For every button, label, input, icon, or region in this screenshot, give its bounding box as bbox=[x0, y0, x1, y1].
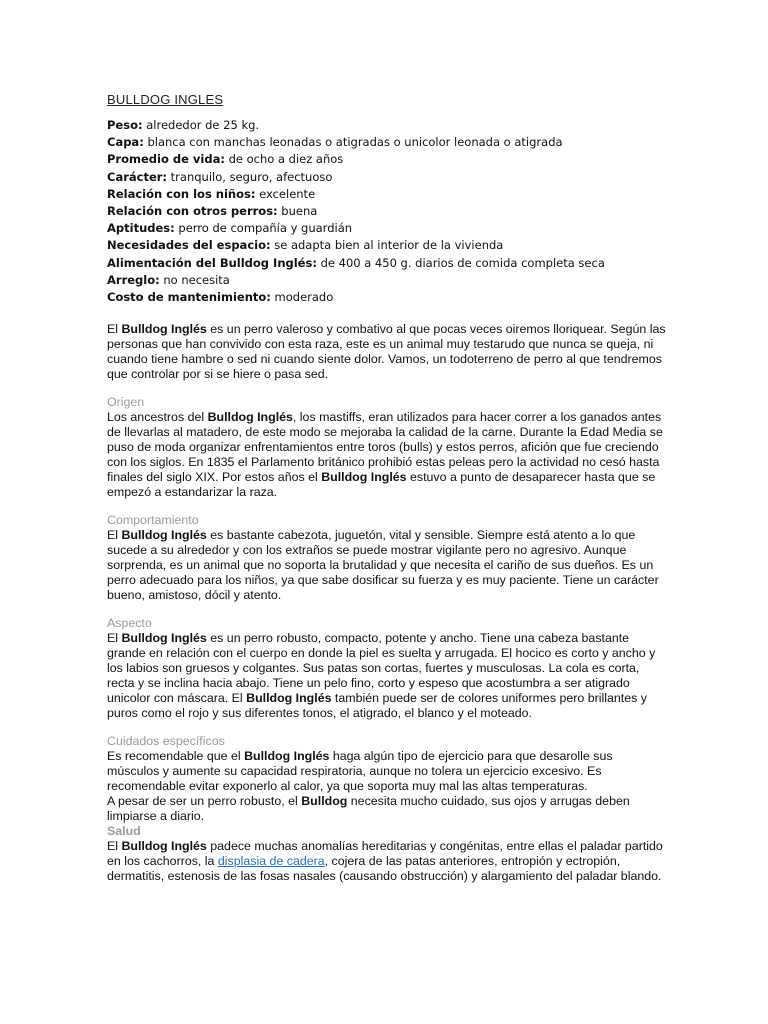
spec-label: Aptitudes: bbox=[107, 221, 175, 236]
spec-value: de ocho a diez años bbox=[224, 152, 344, 167]
salud-paragraph bbox=[107, 839, 667, 884]
spec-value: buena bbox=[277, 204, 318, 219]
comportamiento-text: El bbox=[107, 528, 122, 542]
spec-label: Carácter: bbox=[107, 169, 168, 184]
spec-label: Peso: bbox=[107, 118, 143, 132]
salud-text: El bbox=[107, 839, 122, 853]
aspecto-text: es un perro robusto, compacto, potente y ancho. Tiene una cabeza bastante grande en relación con el cuerpo en donde la piel es suelta y arrugada. El hocico es corto y ancho y los labios son gruesos y colgantes. Sus patas son cortas, fuertes y musculosas. La cola es corta, recta y se inclina hacia abajo. Tiene un pelo fino, corto y espeso que acostumbra a ser atigrado unicolor con máscara. El bbox=[107, 631, 656, 705]
section-heading: Origen bbox=[107, 395, 145, 409]
breed-name: Bulldog Inglés bbox=[121, 631, 207, 645]
spec-label: Capa: bbox=[107, 135, 144, 150]
cuidados-paragraph bbox=[107, 749, 667, 794]
intro-text: es un perro valeroso y combativo al que pocas veces oiremos lloriquear. Según las personas que han convivido con esta raza, este es un animal muy testarudo que nunca se queja, ni cuando tiene hambre o sed ni cuando siente dolor. Vamos, un todoterreno de perro al que tendremos que controlar por si se hiere o pasa sed. bbox=[107, 322, 666, 381]
section-heading: Comportamiento bbox=[107, 513, 199, 527]
spec-label: Arreglo: bbox=[107, 272, 160, 287]
intro-text: El bbox=[107, 322, 122, 336]
spec-label: Relación con otros perros: bbox=[107, 204, 278, 219]
spec-line bbox=[107, 151, 707, 168]
salud-text: , cojera de las patas anteriores, entropión y ectropión, dermatitis, estenosis de las fosas nasales (causando obstrucción) y alargamiento del paladar blando. bbox=[107, 854, 662, 883]
spec-label: Promedio de vida: bbox=[107, 152, 225, 167]
cuidados-text: necesita mucho cuidado, sus ojos y arrugas deben limpiarse a diario. bbox=[107, 794, 630, 823]
breed-name: Bulldog Inglés bbox=[121, 528, 207, 542]
breed-name: Bulldog Inglés bbox=[121, 322, 207, 336]
section-comportamiento bbox=[107, 513, 667, 603]
spec-value: de 400 a 450 g. diarios de comida completa seca bbox=[316, 255, 605, 270]
origen-text: estuvo a punto de desaparecer hasta que se empezó a estandarizar la raza. bbox=[107, 470, 656, 499]
spec-line bbox=[107, 255, 707, 272]
breed-name: Bulldog Inglés bbox=[321, 470, 407, 484]
hip-dysplasia-link[interactable]: displasia de cadera bbox=[217, 854, 325, 868]
section-aspecto bbox=[107, 616, 667, 721]
spec-line bbox=[107, 289, 707, 306]
comportamiento-text: es bastante cabezota, juguetón, vital y sensible. Siempre está atento a lo que sucede a su alrededor y con los extraños se puede mostrar vigilante pero no agresivo. Aunque sorprenda, es un animal que no soporta la brutalidad y que necesita el cariño de sus dueños. Es un perro adecuado para los niños, ya que sabe dosificar su fuerza y es muy paciente. Tiene un carácter bueno, amistoso, dócil y atento. bbox=[107, 528, 659, 602]
spec-line bbox=[107, 203, 707, 220]
section-cuidados bbox=[107, 734, 667, 824]
spec-line bbox=[107, 134, 707, 151]
breed-name: Bulldog Inglés bbox=[121, 839, 207, 853]
spec-value: perro de compañía y guardián bbox=[174, 221, 353, 236]
specs-list bbox=[107, 117, 707, 306]
intro-paragraph bbox=[107, 322, 667, 382]
spec-line bbox=[107, 237, 707, 254]
cuidados-text: A pesar de ser un perro robusto, el bbox=[107, 794, 302, 808]
spec-label: Relación con los niños: bbox=[107, 186, 256, 201]
spec-line bbox=[107, 272, 707, 289]
spec-line bbox=[107, 220, 707, 237]
spec-value: tranquilo, seguro, afectuoso bbox=[167, 169, 333, 184]
spec-value: se adapta bien al interior de la vivienda bbox=[270, 238, 504, 253]
origen-text: Los ancestros del bbox=[107, 410, 208, 424]
section-heading: Salud bbox=[107, 824, 141, 838]
spec-value: blanca con manchas leonadas o atigradas o unicolor leonada o atigrada bbox=[143, 135, 563, 150]
spec-line bbox=[107, 169, 707, 186]
section-origen bbox=[107, 395, 667, 500]
spec-label: Costo de mantenimiento: bbox=[107, 290, 271, 305]
breed-name: Bulldog bbox=[301, 794, 348, 808]
spec-label: Necesidades del espacio: bbox=[107, 238, 271, 253]
cuidados-paragraph bbox=[107, 794, 667, 824]
breed-name: Bulldog Inglés bbox=[207, 410, 293, 424]
spec-value: excelente bbox=[255, 186, 316, 201]
comportamiento-paragraph bbox=[107, 528, 667, 603]
section-heading: Cuidados específicos bbox=[107, 734, 225, 748]
spec-line bbox=[107, 117, 707, 134]
spec-value: alrededor de 25 kg. bbox=[142, 118, 260, 132]
document-title: BULLDOG INGLES bbox=[107, 92, 224, 107]
section-salud bbox=[107, 824, 667, 884]
cuidados-text: haga algún tipo de ejercicio para que desarolle sus músculos y aumente su capacidad respiratoria, aunque no tolera un ejercicio excesivo. Es recomendable evitar exponerlo al calor, ya que soporta muy mal las altas temperaturas. bbox=[107, 749, 613, 793]
aspecto-text: también puede ser de colores uniformes pero brillantes y puros como el rojo y sus diferentes tonos, el atigrado, el blanco y el moteado. bbox=[107, 691, 647, 720]
spec-value: moderado bbox=[270, 290, 334, 305]
spec-label: Alimentación del Bulldog Inglés: bbox=[107, 255, 317, 270]
aspecto-text: El bbox=[107, 631, 122, 645]
salud-text: padece muchas anomalías hereditarias y congénitas, entre ellas el paladar partido en los cachorros, la bbox=[107, 839, 663, 868]
spec-value: no necesita bbox=[159, 272, 230, 287]
origen-text: , los mastiffs, eran utilizados para hacer correr a los ganados antes de llevarlas al matadero, de este modo se mejoraba la calidad de la carne. Durante la Edad Media se puso de moda organizar enfrentamientos entre toros (bulls) y estos perros, afición que fue creciendo con los siglos. En 1835 el Parlamento británico prohibió estas peleas pero la actividad no cesó hasta finales del siglo XIX. Por estos años el bbox=[107, 410, 663, 484]
breed-name: Bulldog Inglés bbox=[244, 749, 330, 763]
aspecto-paragraph bbox=[107, 631, 667, 721]
document-body bbox=[107, 322, 667, 884]
section-heading: Aspecto bbox=[107, 616, 152, 630]
breed-name: Bulldog Inglés bbox=[246, 691, 332, 705]
spec-line bbox=[107, 186, 707, 203]
origen-paragraph bbox=[107, 410, 667, 500]
cuidados-text: Es recomendable que el bbox=[107, 749, 245, 763]
